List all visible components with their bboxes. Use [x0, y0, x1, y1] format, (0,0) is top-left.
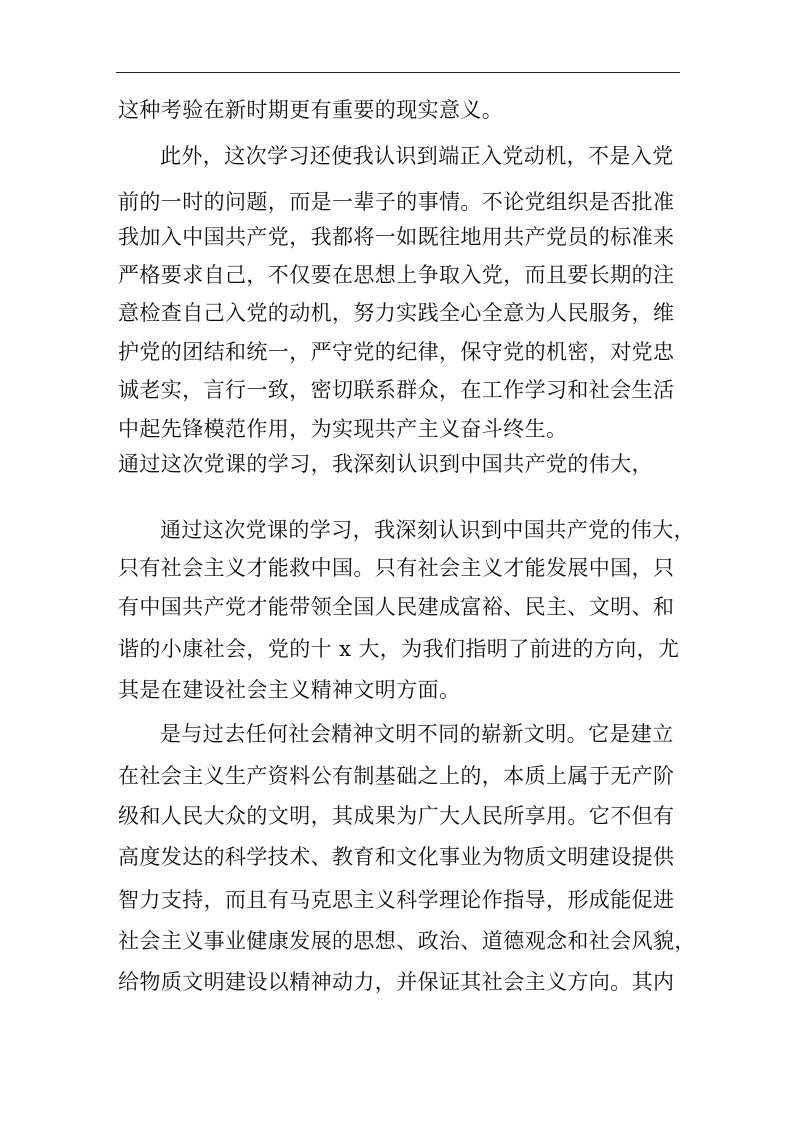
text-line: 前的一时的问题，而是一辈子的事情。不论党组织是否批准 [118, 190, 675, 214]
text-line: 我加入中国共产党，我都将一如既往地用共产党员的标准来 [118, 225, 675, 249]
text-line: 级和人民大众的文明，其成果为广大人民所享用。它不但有 [118, 804, 675, 828]
paragraph-start-line: 是与过去任何社会精神文明不同的崭新文明。它是建立 [160, 722, 674, 746]
header-rule [116, 72, 680, 73]
text-line: 有中国共产党才能带领全国人民建成富裕、民主、文明、和 [118, 595, 675, 619]
text-line: 其是在建设社会主义精神文明方面。 [118, 678, 461, 702]
paragraph-start-line: 此外，这次学习还使我认识到端正入党动机，不是入党 [160, 144, 674, 168]
text-line: 中起先锋模范作用，为实现共产主义奋斗终生。 [118, 417, 568, 441]
paragraph-start-line: 通过这次党课的学习，我深刻认识到中国共产党的伟大， [160, 518, 695, 542]
text-line: 社会主义事业健康发展的思想、政治、道德观念和社会风貌， [118, 929, 696, 953]
text-line: 只有社会主义才能救中国。只有社会主义才能发展中国，只 [118, 556, 675, 580]
text-line: 诚老实，言行一致，密切联系群众，在工作学习和社会生活 [118, 378, 675, 402]
text-line: 护党的团结和统一，严守党的纪律，保守党的机密，对党忠 [118, 340, 675, 364]
text-line: 意检查自己入党的动机，努力实践全心全意为人民服务，维 [118, 301, 675, 325]
text-line: 给物质文明建设以精神动力，并保证其社会主义方向。其内 [118, 970, 675, 994]
text-line: 在社会主义生产资料公有制基础之上的，本质上属于无产阶 [118, 764, 675, 788]
text-line: 谐的小康社会，党的十 x 大，为我们指明了前进的方向，尤 [118, 637, 680, 661]
text-line: 这种考验在新时期更有重要的现实意义。 [118, 98, 504, 122]
text-line: 智力支持，而且有马克思主义科学理论作指导，形成能促进 [118, 888, 675, 912]
text-line: 严格要求自己，不仅要在思想上争取入党，而且要长期的注 [118, 263, 675, 287]
text-line: 通过这次党课的学习，我深刻认识到中国共产党的伟大， [118, 452, 653, 476]
text-line: 高度发达的科学技术、教育和文化事业为物质文明建设提供 [118, 845, 675, 869]
